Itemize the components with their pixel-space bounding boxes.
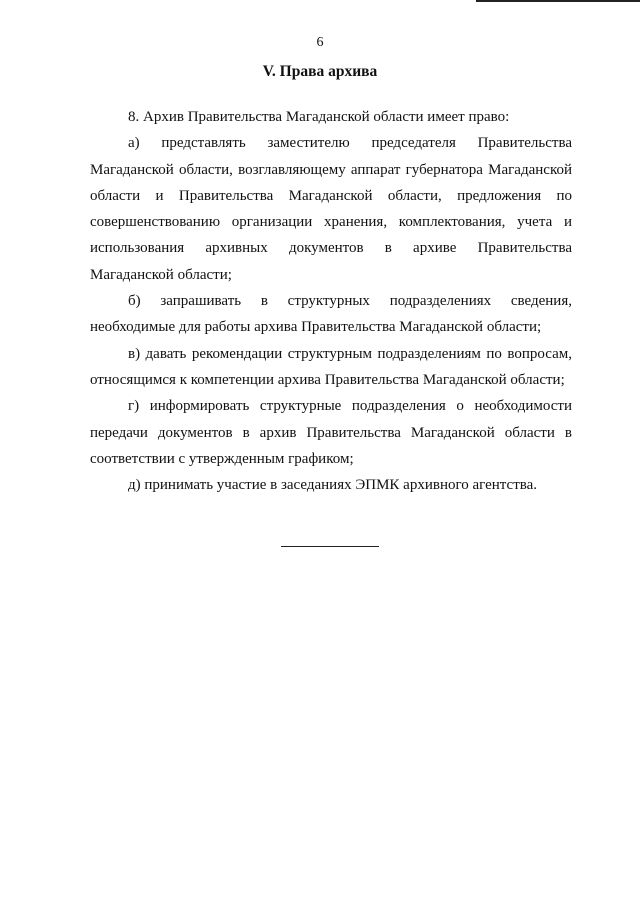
paragraph-item-g: г) информировать структурные подразделения о необходимости передачи документов в архив Правительства Магаданской области в соответствии с утвержденным графиком; <box>90 398 572 467</box>
paragraph-item-v: в) давать рекомендации структурным подразделениям по вопросам, относящимся к компетенции архива Правительства Магаданской области; <box>90 345 572 388</box>
end-of-text-rule <box>281 546 379 547</box>
page-number: 6 <box>316 35 324 50</box>
paragraph-item-d: д) принимать участие в заседаниях ЭПМК архивного агентства. <box>128 477 538 494</box>
paragraph-item-b: б) запрашивать в структурных подразделениях сведения, необходимые для работы архива Правительства Магаданской области; <box>90 293 572 336</box>
paragraph-item-a: а) представлять заместителю председателя Правительства Магаданской области, возглавляющему аппарат губернатора Магаданской области и Правительства Магаданской области, предложения по совершенствованию организации хранения, комплектования, учета и использования архивных документов в архиве Правительства Магаданской области; <box>90 135 572 283</box>
document-body <box>90 104 572 498</box>
paragraph-intro: 8. Архив Правительства Магаданской области имеет право: <box>128 109 510 125</box>
section-title: V. Права архива <box>262 63 378 80</box>
top-edge-rule <box>476 0 640 2</box>
